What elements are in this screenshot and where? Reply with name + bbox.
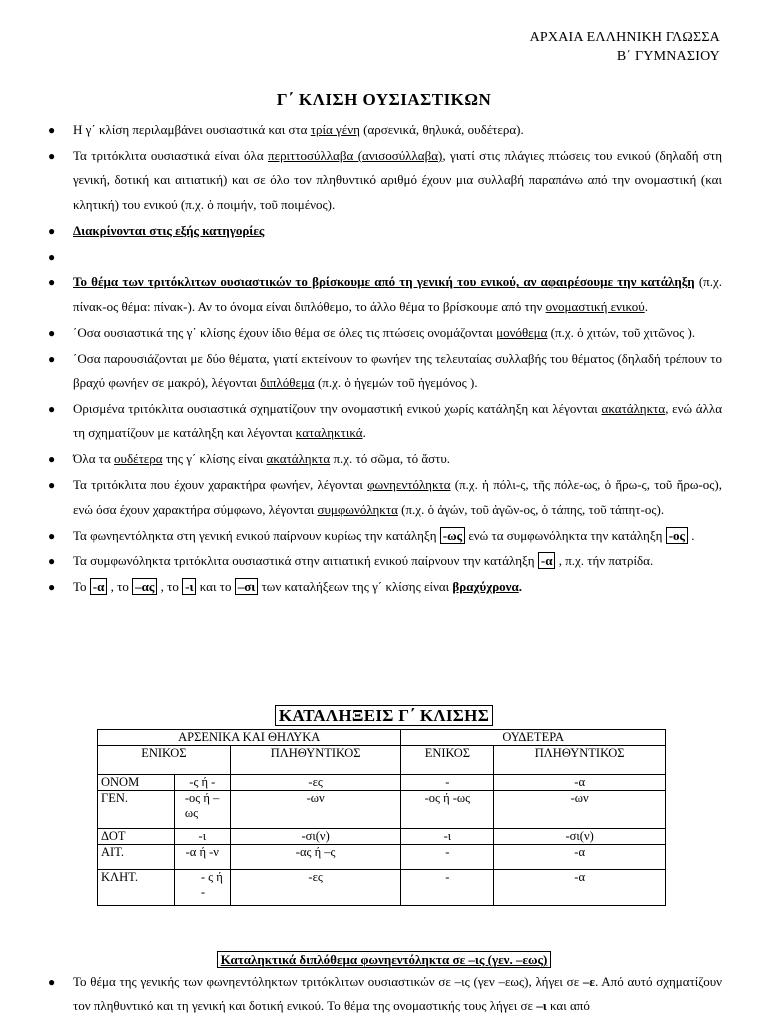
section-title (0, 952, 768, 968)
underlined-text: ονομαστική ενικού (545, 298, 645, 314)
table-row (98, 870, 666, 906)
table-cell: -ος ή –ως (174, 791, 230, 829)
underlined-text: καταληκτικά (295, 425, 363, 441)
table-subheader: ΕΝΙΚΟΣ (401, 746, 494, 775)
table-cell: -ι (401, 829, 494, 845)
bullet-icon: ● (48, 401, 56, 416)
table-group-row (98, 730, 666, 746)
text: Ορισμένα τριτόκλιτα ουσιαστικά σχηματίζουν την ονομαστική ενικού χωρίς κατάληξη και λέγονται (73, 400, 602, 416)
table-cell: -σι(ν) (230, 829, 401, 845)
case-cell: ΔΟΤ (98, 829, 175, 845)
text: , το (107, 579, 133, 595)
header-subject: ΑΡΧΑΙΑ ΕΛΛΗΝΙΚΗ ΓΛΩΣΣΑ (529, 30, 720, 45)
table-subheader-row (98, 746, 666, 775)
table-cell: -ες (230, 870, 401, 906)
text: . (518, 579, 522, 595)
case-cell: ΚΛΗΤ. (98, 870, 175, 906)
text: της γ΄ κλίσης είναι (162, 451, 267, 467)
bold-underlined-text: Το θέμα των τριτόκλιτων ουσιαστικών το βρίσκουμε από τη γενική του ενικού, αν αφαιρέσουμε την κατάληξη (73, 274, 695, 290)
text: , π.χ. τήν πατρίδα. (555, 553, 654, 569)
case-cell: ΓΕΝ. (98, 791, 175, 829)
endings-table (97, 729, 666, 906)
text: (αρσενικά, θηλυκά, ουδέτερα). (359, 122, 524, 137)
boxed-ending: –ας (132, 578, 157, 595)
text: , γιατί στις πλάγιες πτώσεις του ενικού (δηλαδή στη γενική, δοτική και αιτιατική) και σε όλο τον πληθυντικό αριθμό έχουν μια συλλαβή παραπάνω από την ονομαστική (και κλητική) του ενικού (π.χ. ὁ ποιμήν, τοῦ ποιμένος). (73, 147, 722, 212)
list-item (40, 397, 722, 446)
case-cell: ΑΙΤ. (98, 845, 175, 870)
table-row (98, 791, 666, 829)
bold-underlined-text: βραχύχρονα (452, 579, 519, 595)
list-item (40, 321, 722, 345)
list-item (40, 575, 722, 599)
table-cell: -α (494, 870, 666, 906)
footer-bullet-list (40, 970, 722, 1020)
text: Τα συμφωνόληκτα τριτόκλιτα ουσιαστικά στην αιτιατική ενικού παίρνουν την κατάληξη (73, 553, 538, 569)
list-item (40, 347, 722, 396)
underlined-text: φωνηεντόληκτα (367, 477, 451, 493)
boxed-ending: –σι (235, 578, 259, 595)
text: . (362, 425, 366, 441)
underlined-text: διπλόθεμα (260, 375, 315, 391)
text: (π.χ. ἡ πόλι-ς, τῆς πόλε-ως, ὁ ἥρω-ς, τοῦ ἥρω-ος), ενώ όσα έχουν χαρακτήρα σύμφωνο, λέγονται (73, 477, 722, 517)
bullet-icon: ● (48, 249, 56, 264)
section-title-text: Καταληκτικά διπλόθεμα φωνηεντόληκτα σε –ις (γεν. –εως) (217, 951, 552, 968)
table-cell: -ων (494, 791, 666, 829)
list-item (40, 219, 722, 243)
list-item (40, 549, 722, 573)
table-row (98, 775, 666, 791)
table-cell: - ς ή - (174, 870, 230, 906)
text: Τα τριτόκλιτα που έχουν χαρακτήρα φωνήεν, λέγονται (73, 477, 368, 493)
bullet-icon: ● (48, 452, 56, 467)
bullet-icon: ● (48, 148, 56, 163)
table-cell: -ων (230, 791, 401, 829)
list-item (40, 118, 722, 142)
table-cell: - (401, 775, 494, 791)
bold-text: –ε (582, 974, 595, 989)
list-item (40, 970, 722, 1019)
table-cell: -ες (230, 775, 401, 791)
header (530, 28, 720, 66)
underlined-text: περιττοσύλλαβα (ανισοσύλλαβα) (268, 147, 443, 163)
text: Το (73, 579, 90, 595)
text: , ενώ άλλα τη σχηματίζουν με κατάληξη και λέγονται (73, 400, 723, 441)
boxed-ending: -α (538, 552, 556, 569)
bullet-icon: ● (48, 528, 56, 543)
text: . (644, 298, 648, 314)
bullet-icon: ● (48, 975, 56, 989)
bullet-icon: ● (48, 580, 56, 595)
text: ΄Οσα ουσιαστικά της γ΄ κλίσης έχουν ίδιο θέμα σε όλες τις πτώσεις ονομάζονται (73, 324, 497, 340)
table-cell: -ς ή - (174, 775, 230, 791)
underlined-text: ακατάληκτα (266, 451, 331, 467)
categories-heading: Διακρίνονται στις εξής κατηγορίες (73, 222, 265, 238)
list-item (40, 524, 722, 548)
bullet-list (40, 118, 722, 601)
list-item-empty (40, 245, 722, 269)
list-item (40, 447, 722, 471)
header-grade: Β΄ ΓΥΜΝΑΣΙΟΥ (616, 49, 720, 64)
bullet-icon: ● (48, 325, 56, 340)
boxed-ending: -ι (182, 578, 196, 595)
table-title-text: ΚΑΤΑΛΗΞΕΙΣ Γ΄ ΚΛΙΣΗΣ (275, 705, 493, 726)
text: των καταλήξεων της γ΄ κλίσης είναι (258, 579, 453, 595)
bullet-icon: ● (48, 351, 56, 366)
text: . (688, 527, 695, 543)
table-cell: -ι (174, 829, 230, 845)
text: και το (196, 579, 235, 595)
bold-text: –ι (536, 998, 547, 1014)
text: Τα τριτόκλιτα ουσιαστικά είναι όλα (73, 147, 269, 163)
table-subheader: ΕΝΙΚΟΣ (98, 746, 231, 775)
bullet-icon: ● (48, 275, 56, 290)
text: , το (157, 579, 183, 595)
table-cell: -α (494, 775, 666, 791)
underlined-text: συμφωνόληκτα (317, 501, 398, 517)
text: (π.χ. πίνακ-ος θέμα: πίνακ-). Αν το όνομα είναι διπλόθεμο, το άλλο θέμα το βρίσκουμε από την (73, 274, 722, 314)
text: ενώ τα συμφωνόληκτα την κατάληξη (465, 527, 666, 543)
table-group-header: ΑΡΣΕΝΙΚΑ ΚΑΙ ΘΗΛΥΚΑ (98, 730, 401, 746)
text: Τα φωνηεντόληκτα στη γενική ενικού παίρνουν κυρίως την κατάληξη (73, 527, 440, 543)
table-cell: -α ή -ν (174, 845, 230, 870)
boxed-ending: -α (90, 578, 108, 595)
table-cell: -α (494, 845, 666, 870)
list-item (40, 270, 722, 319)
page-title: Γ΄ ΚΛΙΣΗ ΟΥΣΙΑΣΤΙΚΩΝ (276, 90, 492, 109)
text: Η γ΄ κλίση περιλαμβάνει ουσιαστικά και στα (73, 122, 311, 137)
text: π.χ. τό σῶμα, τό ἄστυ. (330, 451, 451, 467)
table-row (98, 829, 666, 845)
text: (π.χ. ὁ ἀγών, τοῦ ἀγῶν-ος, ὁ τάπης, τοῦ τάπητ-ος). (397, 501, 665, 517)
table-title (0, 706, 768, 726)
underlined-text: ακατάληκτα (601, 400, 666, 416)
table-subheader: ΠΛΗΘΥΝΤΙΚΟΣ (494, 746, 666, 775)
boxed-ending: -ος (666, 527, 688, 544)
table-cell: -σι(ν) (494, 829, 666, 845)
text: Το θέμα της γενικής των φωνηεντόληκτων τριτόκλιτων ουσιαστικών σε –ις (γεν –εως), λήγει σε (73, 974, 583, 989)
underlined-text: μονόθεμα (496, 324, 548, 340)
table-cell: -ος ή -ως (401, 791, 494, 829)
bullet-icon: ● (48, 554, 56, 569)
text: και από (546, 998, 590, 1014)
table-subheader: ΠΛΗΘΥΝΤΙΚΟΣ (230, 746, 401, 775)
table-group-header: ΟΥΔΕΤΕΡΑ (401, 730, 666, 746)
text: (π.χ. ὁ χιτών, τοῦ χιτῶνος ). (547, 324, 696, 340)
text: . Από αυτό σχηματίζουν τον πληθυντικό και τη γενική και δοτική ενικού. Το θέμα της ονομαστικής τους λήγει σε (73, 974, 723, 1014)
underlined-text: ουδέτερα (114, 451, 163, 467)
bullet-icon: ● (48, 123, 56, 137)
case-cell: ΟΝΟΜ (98, 775, 175, 791)
boxed-ending: -ως (440, 527, 465, 544)
text: (π.χ. ὁ ἡγεμών τοῦ ἡγεμόνος ). (314, 375, 478, 391)
table-cell: - (401, 870, 494, 906)
list-item (40, 144, 722, 217)
text: Όλα τα (73, 451, 115, 467)
table-row (98, 845, 666, 870)
table-cell: -ας ή –ς (230, 845, 401, 870)
underlined-text: τρία γένη (310, 122, 360, 137)
table-cell: - (401, 845, 494, 870)
list-item (40, 473, 722, 522)
bullet-icon: ● (48, 223, 56, 238)
bullet-icon: ● (48, 478, 56, 493)
text: ΄Οσα παρουσιάζονται με δύο θέματα, γιατί εκτείνουν το φωνήεν της τελευταίας συλλαβής του θέματος (δηλαδή τρέπουν το βραχύ φωνήεν σε μακρό), λέγονται (73, 350, 722, 391)
